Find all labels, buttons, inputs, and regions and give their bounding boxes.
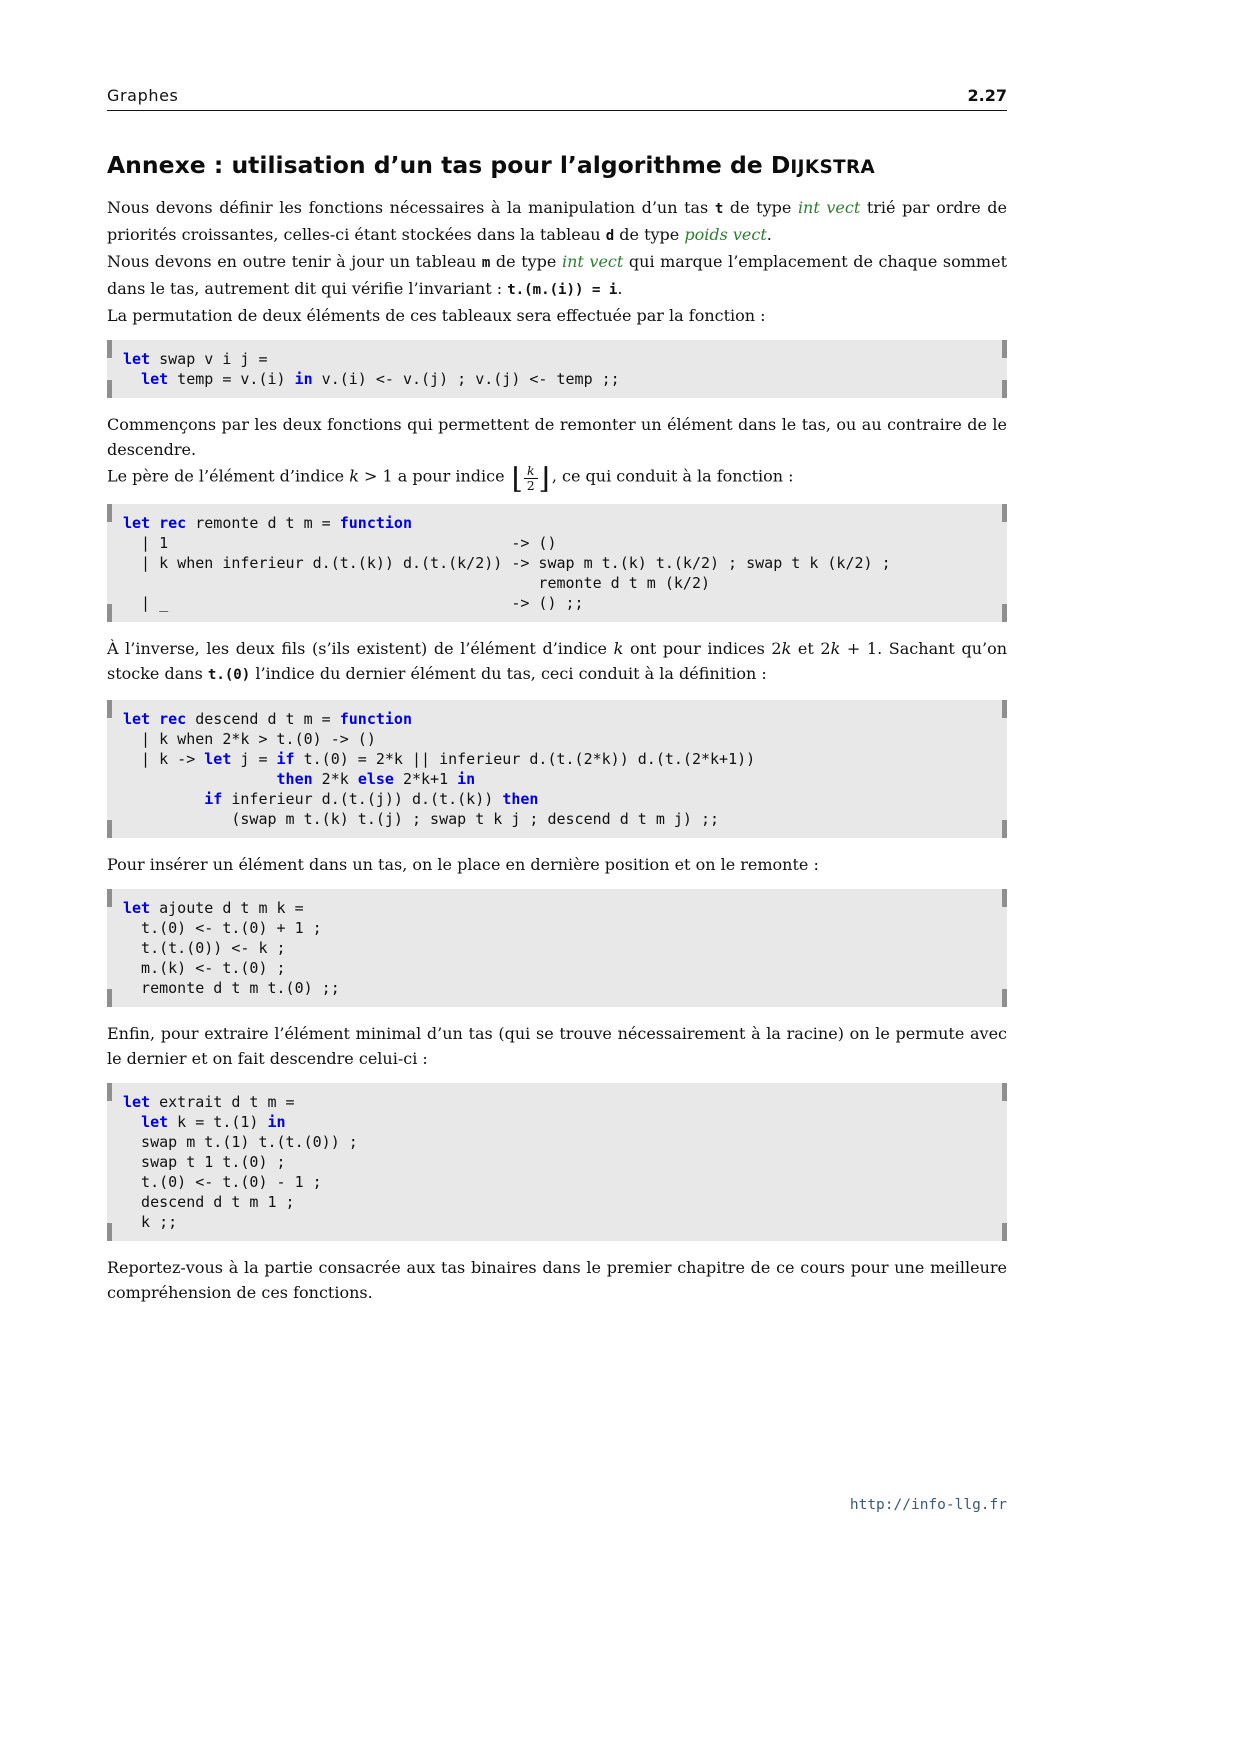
code-line: let swap v i j =	[123, 350, 268, 368]
code-block-swap	[107, 340, 1007, 398]
code-line: let temp = v.(i) in v.(i) <- v.(j) ; v.(j) <- temp ;;	[141, 370, 620, 388]
page-header	[107, 86, 1007, 105]
header-page-number: 2.27	[967, 86, 1007, 105]
paragraph-extrait-intro: Enfin, pour extraire l’élément minimal d’un tas (qui se trouve nécessairement à la racine) on le permute avec le dernier et on fait descendre celui-ci :	[107, 1023, 1007, 1068]
footer-link[interactable]: http://info-llg.fr	[849, 1497, 1007, 1513]
title-text: Annexe : utilisation d’un tas pour l’algorithme de	[107, 151, 771, 179]
code-block-descend	[107, 700, 1007, 838]
paragraph-intro-1: Nous devons définir les fonctions nécessaires à la manipulation d’un tas t de type int vect trié par ordre de priorités croissantes, celles-ci étant stockées dans la tableau d de type poids vect.	[107, 198, 1007, 244]
code-line: let ajoute d t m k =	[123, 898, 304, 917]
code-block-ajoute	[107, 889, 1007, 1007]
title-name-smallcaps: IJKSTRA	[790, 157, 876, 178]
code-line: swap t 1 t.(0) ;	[123, 1152, 286, 1171]
section-title	[107, 151, 1007, 179]
code-line: if inferieur d.(t.(j)) d.(t.(k)) then	[204, 789, 539, 808]
code-line: let rec descend d t m = function	[123, 709, 412, 728]
paragraph-intro-2: Nous devons en outre tenir à jour un tableau m de type int vect qui marque l’emplacement de chaque sommet dans le tas, autrement dit qui vérifie l’invariant : t.(m.(i)) = i.	[107, 252, 1008, 298]
code-line: | k when 2*k > t.(0) -> ()	[123, 729, 376, 748]
header-section-label: Graphes	[107, 86, 179, 105]
code-line: | k -> let j = if t.(0) = 2*k || inferieur d.(t.(2*k)) d.(t.(2*k+1))	[123, 749, 756, 768]
code-line: then 2*k else 2*k+1 in	[276, 769, 476, 788]
code-line: k ;;	[123, 1212, 178, 1231]
paragraph-swap-intro: La permutation de deux éléments de ces tableaux sera effectuée par la fonction :	[107, 306, 766, 325]
code-line: t.(t.(0)) <- k ;	[123, 938, 286, 957]
page-content	[107, 86, 1007, 1305]
code-line: | k when inferieur d.(t.(k)) d.(t.(k/2)) -> swap m t.(k) t.(k/2) ; swap t k (k/2) ;	[123, 553, 891, 572]
code-line: | _ -> () ;;	[123, 593, 584, 612]
code-line: | 1 -> ()	[123, 533, 557, 552]
code-line: (swap m t.(k) t.(j) ; swap t k j ; descend d t m j) ;;	[123, 809, 720, 828]
title-name-initial: D	[770, 151, 791, 179]
paragraph-remonte-intro-1: Commençons par les deux fonctions qui permettent de remonter un élément dans le tas, ou au contraire de le descendre.	[107, 415, 1007, 459]
code-line: remonte d t m (k/2)	[123, 573, 710, 592]
code-line: swap m t.(1) t.(t.(0)) ;	[123, 1132, 358, 1151]
floor-fraction: ⌊ k 2 ⌋	[511, 461, 550, 496]
code-line: descend d t m 1 ;	[123, 1192, 295, 1211]
code-line: remonte d t m t.(0) ;;	[123, 978, 340, 997]
header-rule	[107, 110, 1007, 111]
code-line: let rec remonte d t m = function	[123, 513, 412, 532]
paragraph-conclusion: Reportez-vous à la partie consacrée aux tas binaires dans le premier chapitre de ce cours pour une meilleure compréhension de ces fonctions.	[107, 1257, 1007, 1302]
code-line: t.(0) <- t.(0) + 1 ;	[123, 918, 322, 937]
paragraph-descend-intro: À l’inverse, les deux fils (s’ils existent) de l’élément d’indice k ont pour indices 2k et 2k + 1. Sachant qu’on stocke dans t.(0) l’indice du dernier élément du tas, ceci conduit à la définition :	[107, 638, 1008, 683]
code-line: let extrait d t m =	[123, 1092, 295, 1111]
code-line: m.(k) <- t.(0) ;	[123, 958, 286, 977]
paragraph-ajoute-intro: Pour insérer un élément dans un tas, on le place en dernière position et on le remonte :	[107, 854, 819, 874]
code-block-extrait	[107, 1083, 1007, 1241]
code-block-remonte	[107, 504, 1007, 622]
code-line: t.(0) <- t.(0) - 1 ;	[123, 1172, 322, 1191]
paragraph-remonte-intro-2: Le père de l’élément d’indice k > 1 a pour indice ⌊ k 2 ⌋ , ce qui conduit à la fonction :	[107, 461, 794, 496]
code-line: let k = t.(1) in	[141, 1112, 286, 1131]
